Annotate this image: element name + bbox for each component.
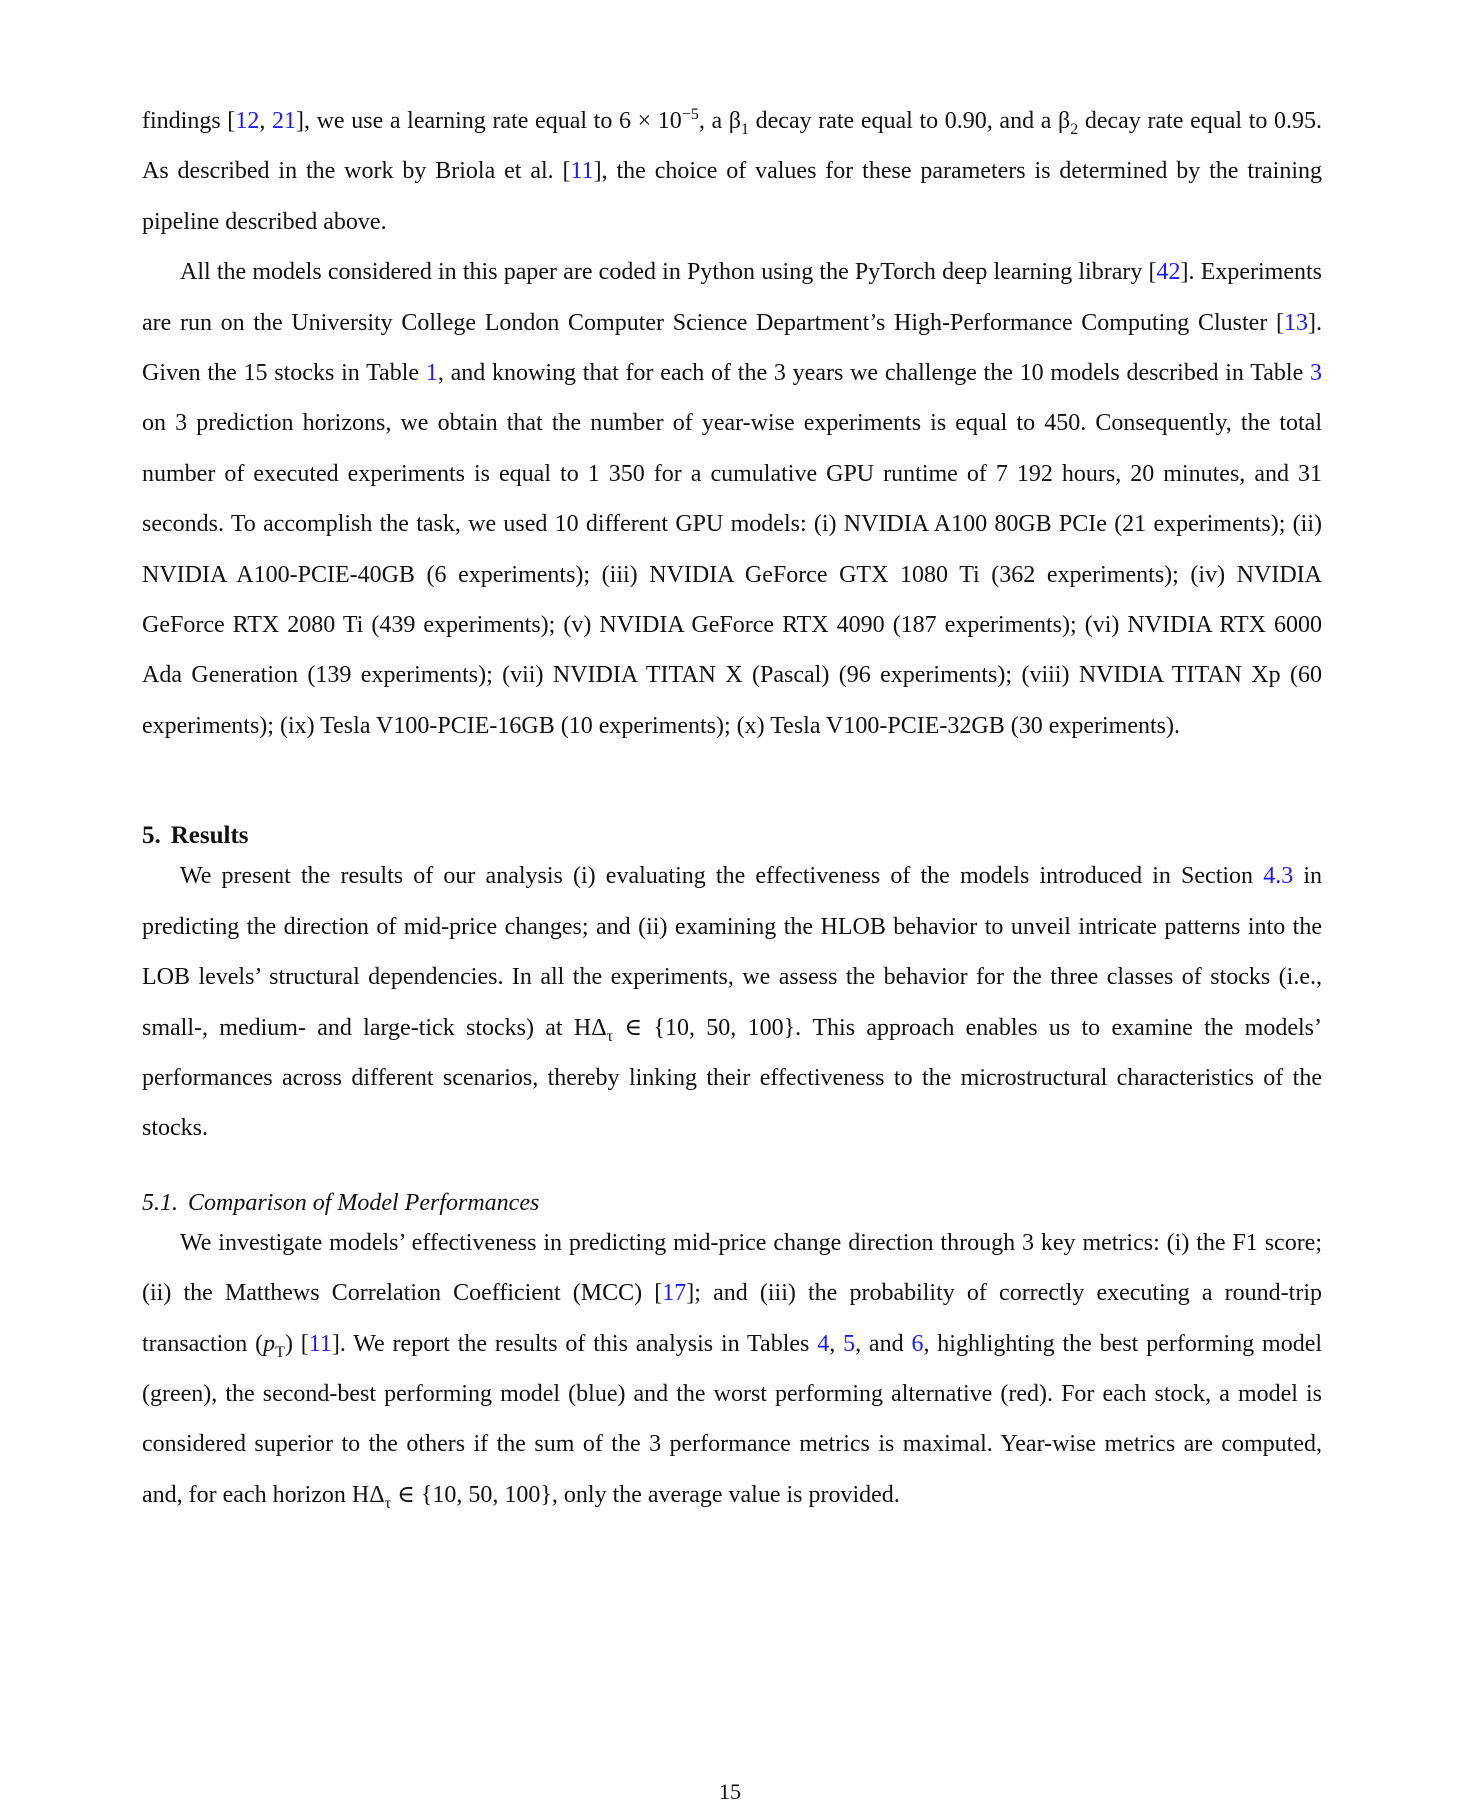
text: We investigate models’ effectiveness in predicting mid-price change direction through 3 key metrics: (i) the F1 score; (ii) the Matthews Correlation Coefficient (MCC) [ <box>142 1229 1322 1307</box>
text: on 3 prediction horizons, we obtain that the number of year-wise experiments is equal to 450. Consequently, the total number of executed experiments is equal to 1 350 for a cumulative GPU runtime of 7 192 hours, 20 minutes, and 31 seconds. To accomplish the task, we used 10 different GPU models: (i) NVIDIA A100 80GB PCIe (21 experiments); (ii) NVIDIA A100-PCIE-40GB (6 experiments); (iii) NVIDIA GeForce GTX 1080 Ti (362 experiments); (iv) NVIDIA GeForce RTX 2080 Ti (439 experiments); (v) NVIDIA GeForce RTX 4090 (187 experiments); (vi) NVIDIA RTX 6000 Ada Generation (139 experiments); (vii) NVIDIA TITAN X (Pascal) (96 experiments); (viii) NVIDIA TITAN Xp (60 experiments); (ix) Tesla V100-PCIE-16GB (10 experiments); (x) Tesla V100-PCIE-32GB (30 experiments). <box>142 410 1322 739</box>
table-link[interactable]: 5 <box>843 1330 856 1357</box>
section-number: 5. <box>142 822 161 850</box>
text: We present the results of our analysis (i) evaluating the effectiveness of the models introduced in Section <box>180 863 1264 890</box>
text: , a β <box>698 108 741 134</box>
section-title: Results <box>170 822 249 850</box>
text: ]. We report the results of this analysis in Tables <box>331 1330 818 1357</box>
paragraph-experiments <box>142 247 1322 751</box>
citation-link[interactable]: 11 <box>570 158 594 185</box>
paragraph-results-intro <box>142 851 1322 1153</box>
text: , <box>259 108 272 134</box>
page-number: 15 <box>719 1779 741 1804</box>
citation-link[interactable]: 42 <box>1156 259 1181 286</box>
text: , and knowing that for each of the 3 years we challenge the 10 models described in Table <box>437 360 1310 387</box>
text: ) [ <box>284 1330 309 1357</box>
text: All the models considered in this paper are coded in Python using the PyTorch deep learning library [ <box>180 259 1157 286</box>
paragraph-comparison <box>142 1218 1322 1520</box>
text: ], the choice of values for these parameters is determined by the training pipeline described above. <box>142 158 1322 235</box>
table-link[interactable]: 1 <box>425 360 438 387</box>
text: in predicting the direction of mid-price changes; and (ii) examining the HLOB behavior to unveil intricate patterns into the LOB levels’ structural dependencies. In all the experiments, we assess the behavior for the three classes of stocks (i.e., small-, medium- and large-tick stocks) at HΔ <box>142 863 1323 1041</box>
subscript: 1 <box>741 120 749 138</box>
subscript: 2 <box>1070 120 1079 138</box>
table-link[interactable]: 4 <box>817 1330 830 1357</box>
table-link[interactable]: 3 <box>1310 360 1322 387</box>
citation-link[interactable]: 13 <box>1284 309 1308 336</box>
text: decay rate equal to 0.95. As described in the work by Briola et al. [ <box>142 108 1323 185</box>
text: findings [ <box>142 108 236 134</box>
subscript: τ <box>384 1494 392 1512</box>
subscript: T <box>275 1343 285 1361</box>
section-heading <box>142 821 1322 851</box>
subsection-title: Comparison of Model Performances <box>188 1189 540 1216</box>
text: ]; and (iii) the probability of correctly executing a round-trip transaction ( <box>142 1280 1322 1357</box>
citation-link[interactable]: 12 <box>235 108 260 134</box>
text: ]. Given the 15 stocks in Table <box>142 309 1322 387</box>
text: decay rate equal to 0.90, and a β <box>749 108 1071 134</box>
section-link[interactable]: 4.3 <box>1263 863 1294 890</box>
subscript: τ <box>606 1027 614 1045</box>
subsection-number: 5.1. <box>142 1189 178 1216</box>
subsection-heading <box>142 1188 1322 1218</box>
citation-link[interactable]: 17 <box>662 1280 687 1307</box>
text: ∈ {10, 50, 100}, only the average value is provided. <box>391 1481 900 1508</box>
text: ∈ {10, 50, 100}. This approach enables us to examine the models’ performances across different scenarios, thereby linking their effectiveness to the microstructural characteristics of the stocks. <box>142 1014 1322 1142</box>
text: , highlighting the best performing model (green), the second-best performing model (blue) and the worst performing alternative (red). For each stock, a model is considered superior to the others if the sum of the 3 performance metrics is maximal. Year-wise metrics are computed, and, for each horizon HΔ <box>142 1330 1323 1508</box>
text: ], we use a learning rate equal to 6 × 10 <box>295 108 682 134</box>
table-link[interactable]: 6 <box>911 1330 924 1357</box>
math-variable: p <box>263 1330 276 1357</box>
page-body <box>142 96 1322 1520</box>
text: , and <box>855 1330 912 1357</box>
citation-link[interactable]: 21 <box>271 108 296 134</box>
exponent: −5 <box>681 106 699 123</box>
citation-link[interactable]: 11 <box>308 1330 332 1357</box>
text: , <box>829 1330 844 1357</box>
paragraph-optimizer <box>142 96 1322 247</box>
text: ]. Experiments are run on the University College London Computer Science Department’s High-Performance Computing Cluster [ <box>142 259 1323 336</box>
